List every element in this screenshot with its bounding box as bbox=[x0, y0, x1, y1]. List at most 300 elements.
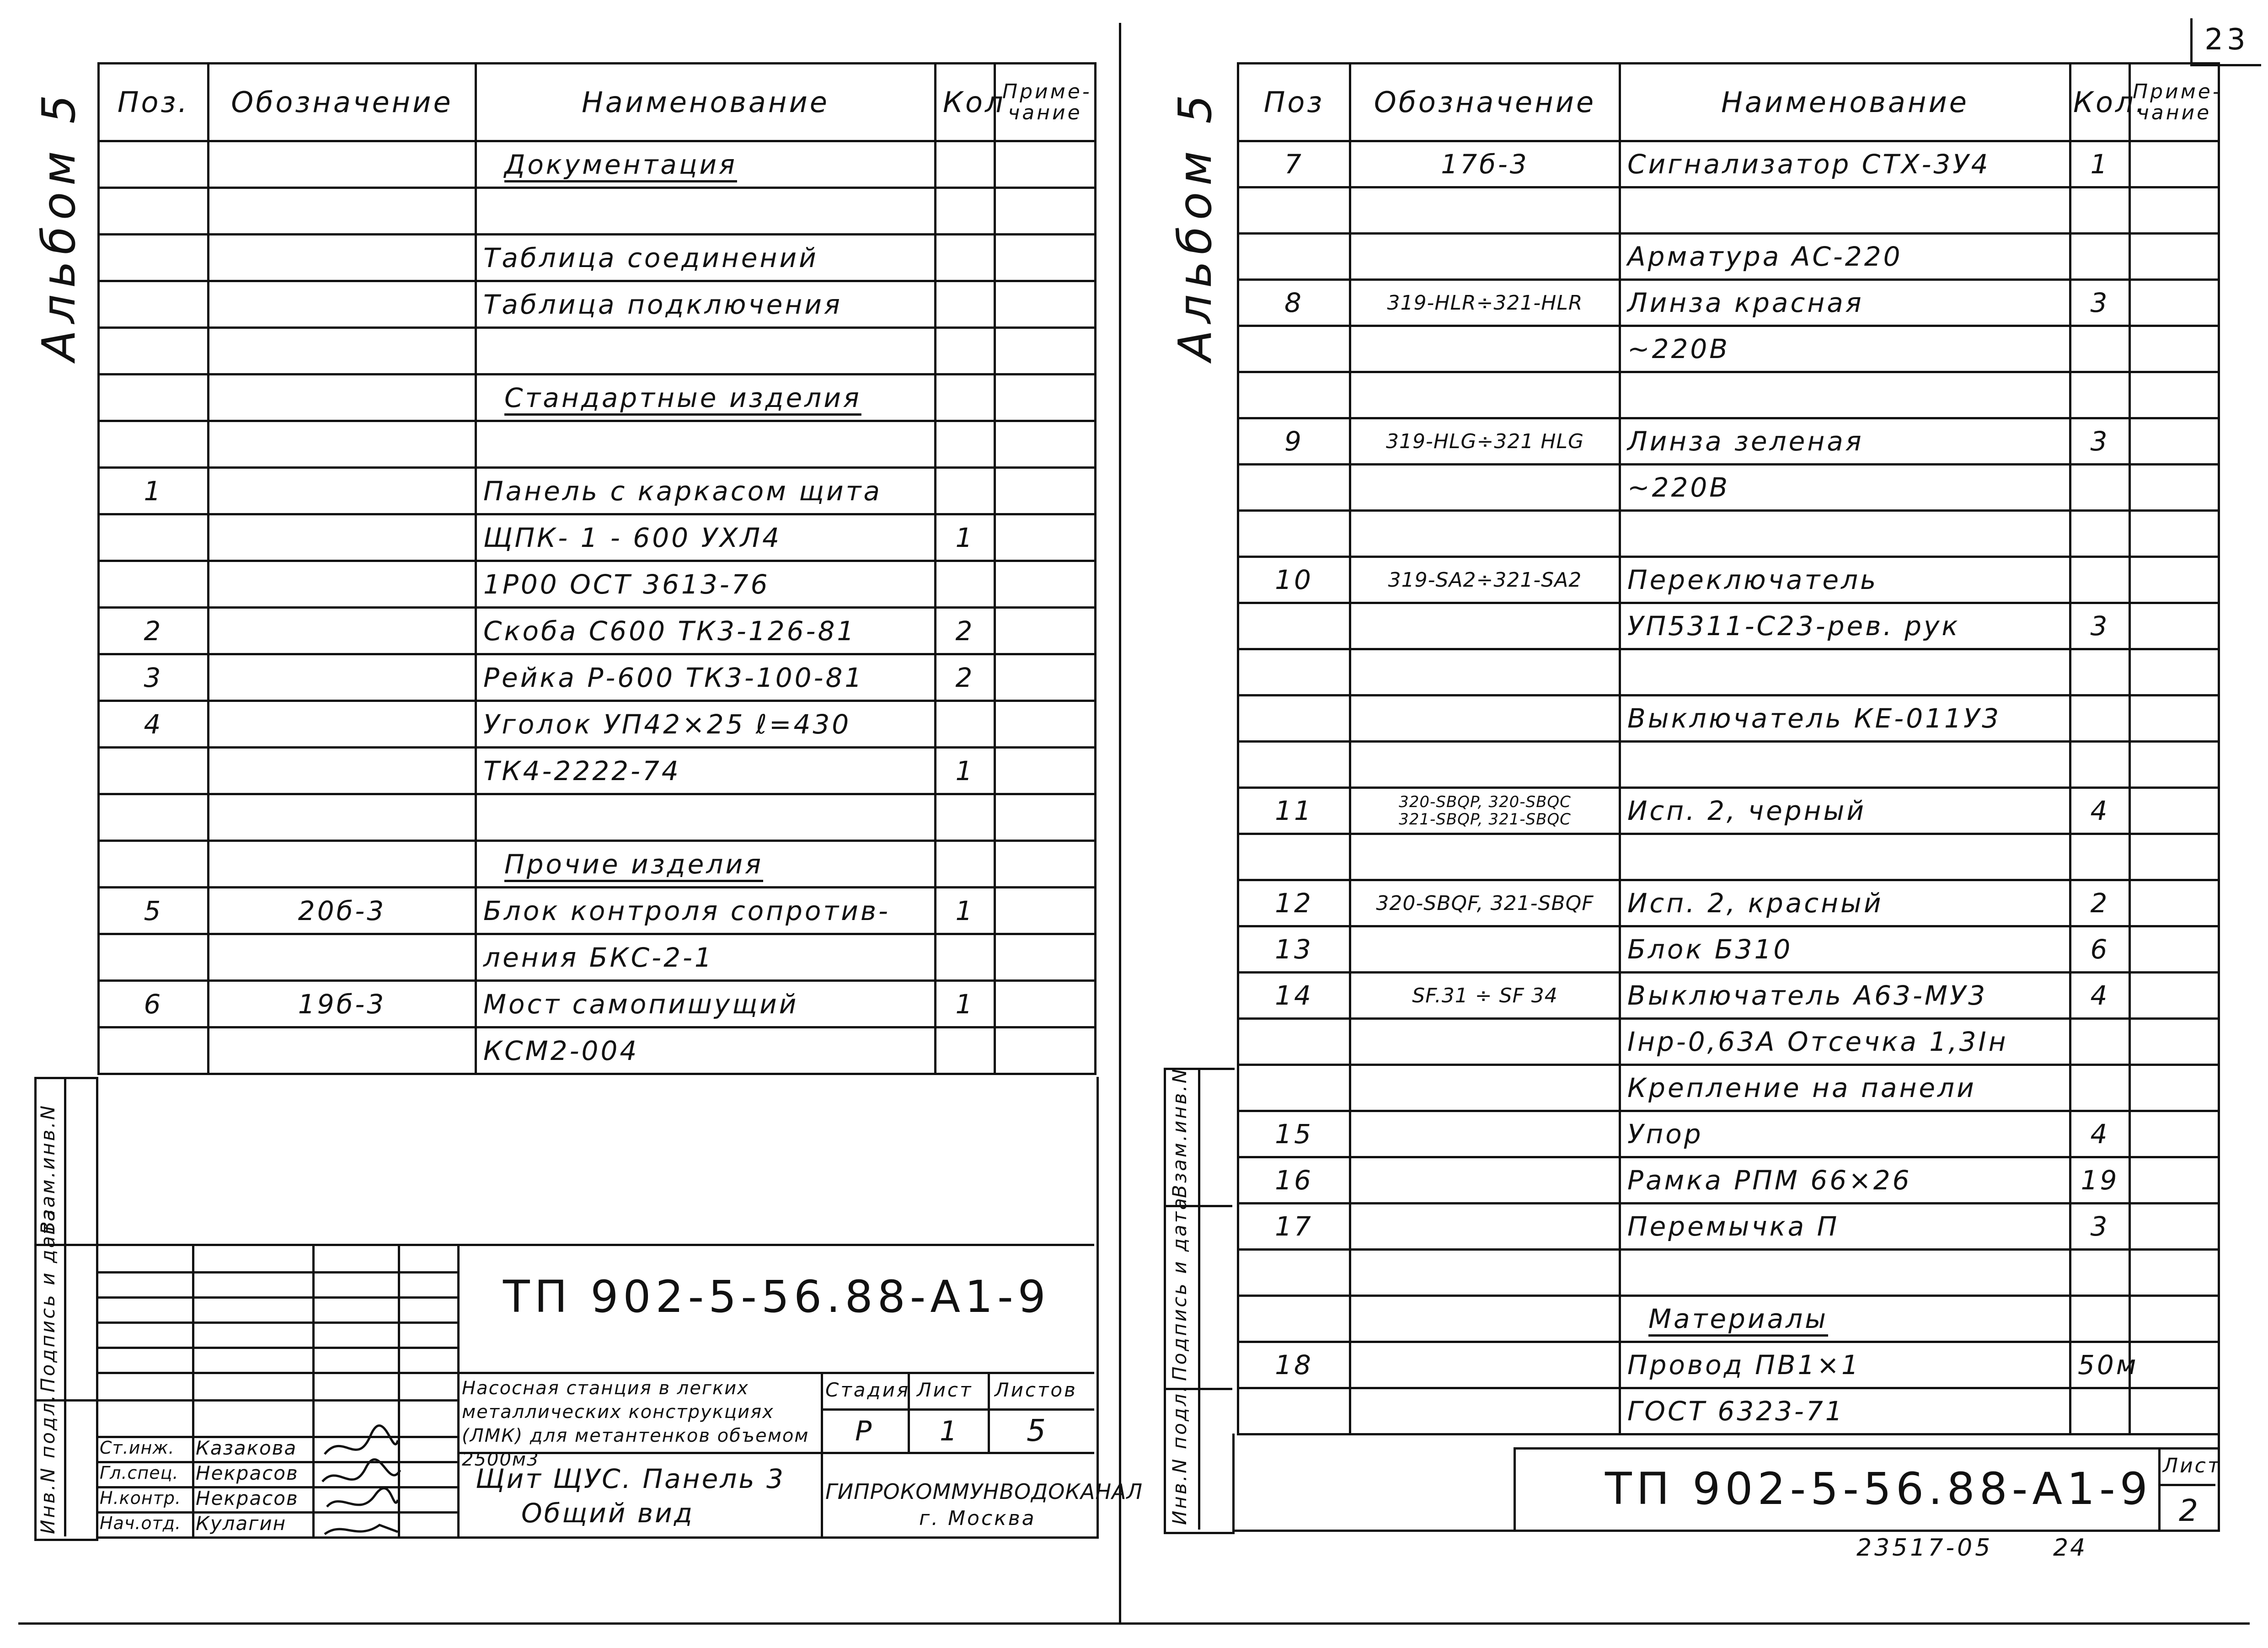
name-text: Блок контроля сопротив- bbox=[483, 895, 890, 926]
pos-cell bbox=[1238, 280, 1350, 326]
note-cell bbox=[2130, 234, 2219, 280]
note-cell bbox=[995, 421, 1096, 468]
name-text: Перемычка П bbox=[1627, 1211, 1840, 1242]
designation-cell bbox=[1350, 187, 1620, 234]
pos-cell bbox=[1238, 1388, 1350, 1434]
name-cell bbox=[476, 748, 936, 794]
name-text: Провод ПВ1×1 bbox=[1627, 1349, 1861, 1380]
qty-cell bbox=[936, 794, 995, 841]
name-text: ЩПК- 1 - 600 УХЛ4 bbox=[483, 522, 782, 553]
designation-cell bbox=[1350, 326, 1620, 372]
name-cell bbox=[1620, 326, 2070, 372]
note-cell bbox=[2130, 880, 2219, 926]
name-cell bbox=[1620, 187, 2070, 234]
pos-text: 5 bbox=[144, 895, 163, 926]
name-text: КСМ2-004 bbox=[483, 1035, 639, 1066]
note-cell bbox=[2130, 557, 2219, 603]
table-row bbox=[99, 1027, 1096, 1074]
name-text: Блок Б310 bbox=[1627, 934, 1793, 965]
table-row bbox=[99, 888, 1096, 934]
right-stamp-code: ТП 902-5-56.88-А1-9 bbox=[1605, 1463, 2152, 1514]
designation-cell bbox=[1350, 465, 1620, 511]
pos-cell bbox=[1238, 465, 1350, 511]
qty-cell bbox=[936, 748, 995, 794]
designation-text: 319-SA2÷321-SA2 bbox=[1388, 568, 1582, 592]
name-cell bbox=[476, 468, 936, 514]
name-cell bbox=[1620, 834, 2070, 880]
table-row bbox=[1238, 742, 2219, 788]
footer-page: 24 bbox=[2053, 1534, 2087, 1562]
pos-cell bbox=[99, 1027, 209, 1074]
pos-text: 10 bbox=[1275, 564, 1313, 595]
name-cell bbox=[1620, 1250, 2070, 1296]
table-row bbox=[99, 514, 1096, 561]
qty-cell bbox=[2070, 1111, 2130, 1157]
stamp-org: ГИПРОКОММУНВОДОКАНАЛ bbox=[825, 1479, 1143, 1504]
stamp-drawing-title-1: Щит ЩУС. Панель 3 bbox=[476, 1463, 785, 1494]
header-note-line2: чание bbox=[2137, 101, 2212, 124]
name-cell bbox=[476, 514, 936, 561]
pos-cell bbox=[99, 748, 209, 794]
table-row bbox=[1238, 511, 2219, 557]
qty-text: 1 bbox=[955, 988, 975, 1020]
designation-cell bbox=[1350, 603, 1620, 649]
name-cell bbox=[1620, 1111, 2070, 1157]
name-text: Iнр-0,63А Отсечка 1,3Iн bbox=[1627, 1026, 2008, 1057]
name-cell bbox=[476, 421, 936, 468]
note-cell bbox=[2130, 1157, 2219, 1204]
stamp-grid-col bbox=[457, 1244, 460, 1536]
name-cell bbox=[476, 794, 936, 841]
table-row bbox=[1238, 1019, 2219, 1065]
page-number-box bbox=[2190, 18, 2261, 66]
stamp-grid-line bbox=[821, 1408, 1094, 1411]
designation-cell bbox=[209, 654, 476, 701]
note-cell bbox=[995, 1027, 1096, 1074]
qty-text: 4 bbox=[2090, 795, 2110, 826]
qty-cell bbox=[2070, 511, 2130, 557]
note-cell bbox=[995, 328, 1096, 375]
qty-cell bbox=[2070, 557, 2130, 603]
pos-text: 17 bbox=[1275, 1211, 1313, 1242]
pos-cell bbox=[1238, 973, 1350, 1019]
name-text: Выключатель А63-МУ3 bbox=[1627, 980, 1988, 1011]
left-side-label-sign: Подпись и дата bbox=[37, 1208, 59, 1392]
name-cell bbox=[1620, 649, 2070, 696]
name-cell bbox=[1620, 603, 2070, 649]
designation-cell bbox=[1350, 649, 1620, 696]
note-cell bbox=[995, 235, 1096, 281]
note-cell bbox=[2130, 834, 2219, 880]
staff-name: Некрасов bbox=[196, 1462, 299, 1484]
pos-cell bbox=[1238, 788, 1350, 834]
right-side-inner-line bbox=[1198, 1068, 1200, 1530]
pos-cell bbox=[99, 375, 209, 421]
designation-cell bbox=[209, 608, 476, 654]
staff-role: Нач.отд. bbox=[100, 1513, 182, 1533]
note-cell bbox=[2130, 1342, 2219, 1388]
stamp-drawing-title-2: Общий вид bbox=[521, 1498, 694, 1529]
name-text: Линза красная bbox=[1627, 287, 1864, 318]
note-cell bbox=[995, 561, 1096, 608]
staff-name: Некрасов bbox=[196, 1487, 299, 1509]
qty-text: 1 bbox=[955, 522, 975, 553]
note-cell bbox=[2130, 973, 2219, 1019]
qty-cell bbox=[2070, 880, 2130, 926]
pos-cell bbox=[99, 421, 209, 468]
note-cell bbox=[995, 608, 1096, 654]
name-cell bbox=[1620, 1204, 2070, 1250]
stamp-grid-line bbox=[96, 1271, 457, 1273]
header-note-line1: Приме- bbox=[1002, 80, 1092, 103]
designation-cell bbox=[209, 328, 476, 375]
table-row bbox=[1238, 834, 2219, 880]
name-text: Уголок УП42×25 ℓ=430 bbox=[483, 708, 851, 740]
note-cell bbox=[995, 141, 1096, 188]
qty-cell bbox=[2070, 788, 2130, 834]
qty-text: 4 bbox=[2090, 980, 2110, 1011]
stamp-grid-line bbox=[96, 1399, 457, 1402]
signatures bbox=[316, 1427, 407, 1546]
table-row bbox=[1238, 326, 2219, 372]
table-row bbox=[1238, 1157, 2219, 1204]
pos-cell bbox=[99, 188, 209, 235]
pos-text: 6 bbox=[144, 988, 163, 1020]
note-cell bbox=[2130, 511, 2219, 557]
qty-cell bbox=[2070, 1388, 2130, 1434]
note-cell bbox=[2130, 788, 2219, 834]
designation-cell bbox=[1350, 557, 1620, 603]
pos-text: 3 bbox=[144, 662, 163, 693]
qty-cell bbox=[936, 701, 995, 748]
designation-cell bbox=[1350, 880, 1620, 926]
name-cell bbox=[476, 654, 936, 701]
designation-line: 320-SBQP, 320-SBQC bbox=[1399, 793, 1571, 811]
designation-cell bbox=[1350, 141, 1620, 187]
name-cell bbox=[1620, 1157, 2070, 1204]
designation-cell bbox=[1350, 418, 1620, 465]
designation-cell bbox=[209, 794, 476, 841]
table-row bbox=[99, 654, 1096, 701]
table-row bbox=[1238, 187, 2219, 234]
note-cell bbox=[995, 514, 1096, 561]
note-cell bbox=[2130, 465, 2219, 511]
left-side-inner-line bbox=[64, 1077, 66, 1536]
qty-cell bbox=[2070, 834, 2130, 880]
note-cell bbox=[2130, 696, 2219, 742]
note-cell bbox=[2130, 742, 2219, 788]
name-cell bbox=[1620, 926, 2070, 973]
table-row bbox=[1238, 418, 2219, 465]
note-cell bbox=[995, 934, 1096, 981]
qty-cell bbox=[936, 235, 995, 281]
designation-cell bbox=[209, 375, 476, 421]
qty-text: 3 bbox=[2090, 610, 2110, 642]
qty-cell bbox=[2070, 1296, 2130, 1342]
pos-cell bbox=[1238, 880, 1350, 926]
stamp-sheets-label: Листов bbox=[995, 1379, 1077, 1401]
pos-text: 13 bbox=[1275, 934, 1313, 965]
table-row bbox=[1238, 557, 2219, 603]
stamp-grid-line bbox=[96, 1347, 457, 1349]
note-cell bbox=[995, 794, 1096, 841]
name-text: Рейка Р-600 ТК3-100-81 bbox=[483, 662, 864, 693]
table-row bbox=[99, 235, 1096, 281]
name-text: Переключатель bbox=[1627, 564, 1878, 595]
designation-cell bbox=[1350, 1157, 1620, 1204]
name-text: ~220В bbox=[1627, 333, 1730, 364]
qty-text: 1 bbox=[955, 895, 975, 926]
name-text: Мост самопишущий bbox=[483, 988, 799, 1020]
qty-text: 1 bbox=[955, 755, 975, 787]
note-cell bbox=[995, 375, 1096, 421]
name-cell bbox=[1620, 1065, 2070, 1111]
note-cell bbox=[2130, 603, 2219, 649]
qty-cell bbox=[2070, 372, 2130, 418]
left-side-label-replace: Взам.инв.N bbox=[37, 1103, 59, 1235]
page-number: 23 bbox=[2204, 23, 2249, 57]
staff-name: Кулагин bbox=[196, 1512, 287, 1535]
album-label-right: Альбом 5 bbox=[1168, 88, 1222, 361]
name-text: Выключатель КЕ-011У3 bbox=[1627, 703, 2001, 734]
designation-text: 19б-3 bbox=[298, 988, 386, 1020]
qty-cell bbox=[2070, 1157, 2130, 1204]
designation-cell bbox=[1350, 1111, 1620, 1157]
name-text: Арматура АС-220 bbox=[1627, 241, 1903, 272]
header-name: Наименование bbox=[1620, 64, 2070, 141]
qty-text: 2 bbox=[2090, 888, 2110, 919]
pos-cell bbox=[99, 608, 209, 654]
left-side-label-inv: Инв.N подл. bbox=[37, 1393, 59, 1534]
table-row bbox=[1238, 465, 2219, 511]
right-stamp-sheet-col bbox=[2158, 1447, 2161, 1530]
pos-text: 9 bbox=[1284, 426, 1304, 457]
pos-cell bbox=[99, 328, 209, 375]
table-row bbox=[99, 421, 1096, 468]
name-cell bbox=[476, 328, 936, 375]
header-note bbox=[2130, 64, 2222, 141]
designation-line: 321-SBQP, 321-SBQC bbox=[1399, 810, 1571, 829]
pos-cell bbox=[1238, 1065, 1350, 1111]
stamp-stage: Р bbox=[855, 1415, 874, 1447]
name-text: Документация bbox=[504, 149, 737, 180]
designation-cell bbox=[209, 141, 476, 188]
name-text: Линза зеленая bbox=[1627, 426, 1864, 457]
designation-cell bbox=[1350, 1388, 1620, 1434]
designation-cell bbox=[1350, 926, 1620, 973]
name-cell bbox=[1620, 280, 2070, 326]
stamp-sheet: 1 bbox=[940, 1415, 959, 1447]
table-row bbox=[1238, 973, 2219, 1019]
note-cell bbox=[2130, 1388, 2219, 1434]
pos-cell bbox=[1238, 926, 1350, 973]
designation-cell bbox=[209, 888, 476, 934]
designation-cell bbox=[1350, 696, 1620, 742]
stamp-city: г. Москва bbox=[919, 1507, 1036, 1530]
header-note bbox=[995, 64, 1096, 141]
table-row bbox=[99, 468, 1096, 514]
pos-cell bbox=[99, 561, 209, 608]
staff-role: Гл.спец. bbox=[100, 1463, 179, 1483]
name-text: Таблица подключения bbox=[483, 289, 842, 320]
qty-cell bbox=[2070, 465, 2130, 511]
right-side-label-inv: Инв.N подл. bbox=[1168, 1384, 1191, 1525]
qty-cell bbox=[936, 1027, 995, 1074]
pos-text: 7 bbox=[1284, 149, 1304, 180]
note-cell bbox=[995, 841, 1096, 888]
name-cell bbox=[1620, 973, 2070, 1019]
qty-cell bbox=[2070, 418, 2130, 465]
header-name: Наименование bbox=[476, 64, 936, 141]
table-row bbox=[99, 561, 1096, 608]
name-text: Исп. 2, черный bbox=[1627, 795, 1867, 826]
name-text: Материалы bbox=[1648, 1303, 1828, 1334]
pos-cell bbox=[99, 888, 209, 934]
qty-cell bbox=[936, 561, 995, 608]
name-cell bbox=[476, 188, 936, 235]
qty-cell bbox=[936, 981, 995, 1027]
pos-cell bbox=[99, 794, 209, 841]
table-row bbox=[99, 934, 1096, 981]
qty-cell bbox=[936, 281, 995, 328]
pos-cell bbox=[1238, 418, 1350, 465]
designation-cell bbox=[1350, 511, 1620, 557]
note-cell bbox=[995, 888, 1096, 934]
designation-cell bbox=[1350, 834, 1620, 880]
pos-cell bbox=[99, 654, 209, 701]
pos-text: 11 bbox=[1275, 795, 1313, 826]
pos-cell bbox=[99, 514, 209, 561]
stamp-grid-col bbox=[821, 1372, 823, 1536]
right-side-label-sign: Подпись и дата bbox=[1168, 1196, 1191, 1381]
note-cell bbox=[995, 748, 1096, 794]
table-row bbox=[99, 841, 1096, 888]
designation-cell bbox=[209, 981, 476, 1027]
table-row bbox=[1238, 603, 2219, 649]
note-cell bbox=[995, 188, 1096, 235]
qty-cell bbox=[2070, 234, 2130, 280]
pos-text: 16 bbox=[1275, 1165, 1313, 1196]
name-cell bbox=[1620, 234, 2070, 280]
designation-cell bbox=[209, 748, 476, 794]
note-cell bbox=[2130, 187, 2219, 234]
stamp-grid-line bbox=[96, 1322, 457, 1324]
qty-cell bbox=[936, 654, 995, 701]
qty-text: 3 bbox=[2090, 426, 2110, 457]
name-cell bbox=[476, 981, 936, 1027]
note-cell bbox=[2130, 1250, 2219, 1296]
staff-name: Казакова bbox=[196, 1437, 297, 1459]
qty-text: 19 bbox=[2081, 1165, 2119, 1196]
qty-cell bbox=[2070, 603, 2130, 649]
table-row bbox=[1238, 1342, 2219, 1388]
name-text: Панель с каркасом щита bbox=[483, 475, 882, 507]
name-cell bbox=[1620, 141, 2070, 187]
qty-cell bbox=[2070, 649, 2130, 696]
designation-cell bbox=[1350, 280, 1620, 326]
designation-text: 17б-3 bbox=[1441, 149, 1529, 180]
designation-cell bbox=[1350, 1065, 1620, 1111]
right-spec-table bbox=[1237, 62, 2220, 1435]
name-cell bbox=[476, 375, 936, 421]
designation-cell bbox=[1350, 1342, 1620, 1388]
name-text: ~220В bbox=[1627, 472, 1730, 503]
table-row bbox=[99, 701, 1096, 748]
qty-cell bbox=[936, 608, 995, 654]
note-cell bbox=[2130, 1019, 2219, 1065]
header-qty: Кол. bbox=[2070, 64, 2130, 141]
pos-cell bbox=[1238, 141, 1350, 187]
name-text: Сигнализатор СТХ-3У4 bbox=[1627, 149, 1990, 180]
pos-text: 8 bbox=[1284, 287, 1304, 318]
stamp-grid-line bbox=[96, 1372, 1094, 1374]
qty-text: 3 bbox=[2090, 1211, 2110, 1242]
footer-order: 23517-05 bbox=[1856, 1534, 1993, 1562]
designation-cell bbox=[1350, 1296, 1620, 1342]
name-cell bbox=[1620, 1388, 2070, 1434]
name-text: Упор bbox=[1627, 1118, 1703, 1150]
qty-text: 1 bbox=[2090, 149, 2110, 180]
designation-text: 320-SBQF, 321-SBQF bbox=[1376, 891, 1594, 915]
table-row bbox=[1238, 234, 2219, 280]
note-cell bbox=[995, 701, 1096, 748]
designation-cell bbox=[209, 561, 476, 608]
header-note-line1: Приме- bbox=[2133, 80, 2222, 103]
note-cell bbox=[2130, 141, 2219, 187]
designation-cell bbox=[1350, 372, 1620, 418]
table-row bbox=[1238, 880, 2219, 926]
table-row bbox=[1238, 1065, 2219, 1111]
name-cell bbox=[476, 888, 936, 934]
header-pos: Поз bbox=[1238, 64, 1350, 141]
note-cell bbox=[2130, 1204, 2219, 1250]
note-cell bbox=[995, 281, 1096, 328]
name-cell bbox=[1620, 880, 2070, 926]
header-designation: Обозначение bbox=[209, 64, 476, 141]
designation-text: SF.31 ÷ SF 34 bbox=[1412, 984, 1558, 1007]
note-cell bbox=[995, 981, 1096, 1027]
name-text: Исп. 2, красный bbox=[1627, 888, 1883, 919]
pos-text: 14 bbox=[1275, 980, 1313, 1011]
qty-cell bbox=[2070, 1019, 2130, 1065]
name-text: 1Р00 ОСТ 3613-76 bbox=[483, 568, 770, 600]
stamp-grid-line bbox=[96, 1296, 457, 1299]
name-cell bbox=[476, 281, 936, 328]
qty-cell bbox=[2070, 141, 2130, 187]
table-row bbox=[99, 281, 1096, 328]
qty-cell bbox=[2070, 696, 2130, 742]
note-cell bbox=[995, 654, 1096, 701]
qty-cell bbox=[2070, 1342, 2139, 1388]
table-row bbox=[1238, 696, 2219, 742]
pos-cell bbox=[1238, 326, 1350, 372]
designation-cell bbox=[1350, 1204, 1620, 1250]
name-cell bbox=[1620, 418, 2070, 465]
table-row bbox=[1238, 141, 2219, 187]
pos-cell bbox=[1238, 696, 1350, 742]
name-text: Крепление на панели bbox=[1627, 1072, 1976, 1103]
pos-cell bbox=[99, 701, 209, 748]
designation-cell bbox=[209, 934, 476, 981]
stamp-grid-col bbox=[312, 1244, 315, 1536]
stamp-grid-col bbox=[988, 1372, 990, 1452]
table-row bbox=[1238, 788, 2219, 834]
name-text: ГОСТ 6323-71 bbox=[1627, 1396, 1845, 1427]
note-cell bbox=[995, 468, 1096, 514]
pos-cell bbox=[1238, 1250, 1350, 1296]
pos-cell bbox=[1238, 1204, 1350, 1250]
designation-cell bbox=[209, 841, 476, 888]
